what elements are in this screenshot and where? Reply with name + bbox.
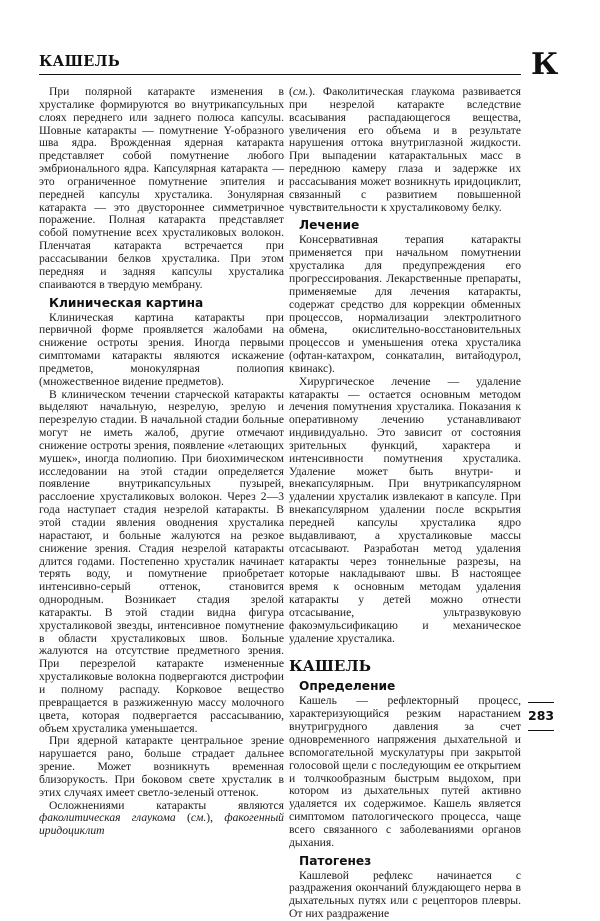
paragraph-complications	[39, 800, 284, 839]
running-head-title: КАШЕЛЬ	[39, 53, 121, 70]
text: (	[289, 85, 293, 98]
paragraph-nuclear-cataract: При ядерной катаракте центральное зрение нарушается рано, больше страдает дальнее зрение. Может возникнуть временная близорукость. При боковом свете хрусталик в этих случаях имеет светло-зеленый оттенок.	[39, 734, 284, 799]
paragraph-phacolytic-glaucoma	[289, 86, 521, 214]
paragraph-pathogenesis: Кашлевой рефлекс начинается с раздражения окончаний блуждающего нерва в дыхательных путях или с рецепторов плевры. От них раздражение	[289, 868, 521, 921]
paragraph-polar-cataract: При полярной катаракте изменения в хрусталике формируются во внутрикапсульных слоях переднего или заднего полюса капсулы. Шовные катаракты — помутнение Y-образного шва ядра. Врожденная ядерная катаракта представляет собой помутнение любого эмбрионального ядра. Капсулярная катаракта — это ограниченное помутнение эпителия и передней капсулы хрусталика. Зонулярная катаракта — это двустороннее симметричное поражение. Полная катаракта представляет собой помутнение всех хрусталиковых волокон. Пленчатая катаракта встречается при рассасывании белков хрусталика. При этом передняя и задняя капсулы хрусталика спаиваются в твердую мембрану.	[39, 85, 284, 291]
article-title-cough: КАШЕЛЬ	[289, 657, 371, 676]
right-column	[289, 86, 521, 921]
paragraph-clinical-picture: Клиническая картина катаракты при первичной форме проявляется жалобами на снижение остроты зрения. Иногда первыми симптомами катаракты являются искажение предметов, монокулярная полиопия (множественное видение предметов).	[39, 310, 284, 388]
text: Осложнениями катаракты являются	[49, 798, 284, 812]
text: (	[175, 811, 191, 825]
term-phacolytic-glaucoma: факолитическая глаукома	[39, 811, 176, 825]
paragraph-conservative-therapy: Консервативная терапия катаракты применяется при начальном помутнении хрусталика для предупреждения его прогрессирования. Лекарственные препараты, применяемые для лечения катаракты, содержат средство для коррекции обменных процессов, нормализации электролитного обмена, окислительно-восстановительных процессов и уменьшения отека хрусталика (офтан-катахром, сонкаталин, витайодурол, квинакс).	[289, 233, 521, 375]
heading-treatment: Лечение	[299, 218, 360, 233]
term-phacogenic-iridocyclitis: факогенный иридоциклит	[39, 811, 284, 838]
section-letter: К	[531, 47, 559, 82]
heading-clinical-picture: Клиническая картина	[49, 295, 204, 310]
cross-reference: см.	[190, 811, 207, 825]
text: ). Факолитическая глаукома развивается при незрелой катаракте вследствие всасывания распадающегося вещества, увеличения его объема и в результате нарушения оттока внутриглазной жидкости. При выпадении катарактальных масс в переднюю камеру глаза и задержке их рассасывания может возникнуть иридоциклит, связанный с развитием повышенной чувствительности к хрусталиковому белку.	[289, 85, 521, 214]
page-number: 283	[528, 708, 555, 723]
heading-definition: Определение	[299, 679, 396, 694]
heading-pathogenesis: Патогенез	[299, 853, 372, 868]
page-number-box	[528, 702, 554, 731]
left-column	[39, 86, 284, 838]
paragraph-stages: В клиническом течении старческой катаракты выделяют начальную, незрелую, зрелую и перезрелую стадии. В начальной стадии больные могут не иметь жалоб, другие отмечают снижение остроты зрения, появление «летающих мушек», иногда полиопию. При биохимическом исследовании на этой стадии определяется появление внутрикапсульных пузырей, расслоение хрусталиковых волокон. Через 2—3 года наступает стадия незрелой катаракты. В этой стадии явления оводнения хрусталика нарастают, и больные жалуются на резкое снижение зрения. Стадия незрелой катаракты длится годами. Постепенно хрусталик начинает терять воду, и помутнение приобретает интенсивно-серый оттенок, становится однородным. Возникает стадия зрелой катаракты. В этой стадии видна фигура хрусталиковой звезды, интенсивное помутнение в области хрусталиковых швов. Больные жалуются на отсутствие предметного зрения. При перезрелой катаракте измененные хрусталиковые волокна подвергаются дистрофии и полному распаду. Корковое вещество превращается в разжиженную массу молочного цвета, которая подвергается рассасыванию, объем хрусталика уменьшается.	[39, 387, 284, 735]
paragraph-surgical-treatment: Хирургическое лечение — удаление катаракты — остается основным методом лечения помутнения хрусталика. Показания к оперативному лечению устанавливают индивидуально. Это зависит от состояния зрительных функций, характера и интенсивности помутнения хрусталика. Удаление может быть внутри- и внекапсулярным. При внутрикапсулярном удалении хрусталик извлекают в капсуле. При внекапсулярном удалении после вскрытия передней капсулы хрусталика ядро выдавливают, а хрусталиковые массы отсасывают. Разработан метод удаления катаракты через тоннельные разрезы, на которые накладывают швы. В настоящее время к основным методам удаления катаракты у детей можно отнести отсасывание, ультразвуковую факоэмульсификацию и механическое удаление хрусталика.	[289, 374, 521, 645]
text: ),	[206, 811, 225, 825]
cross-reference: см.	[292, 85, 309, 98]
running-head	[39, 51, 521, 75]
paragraph-definition: Кашель — рефлекторный процесс, характеризующийся резким нарастанием внутригрудного давления за счет одновременного напряжения дыхательной и вспомогательной мускулатуры при закрытой голосовой щели с последующим ее открытием и толчкообразным быстрым выдохом, при котором из дыхательных путей активно удаляется их содержимое. Кашель является симптомом патологического процесса, чаще всего связанного с заболеваниями органов дыхания.	[289, 694, 521, 849]
